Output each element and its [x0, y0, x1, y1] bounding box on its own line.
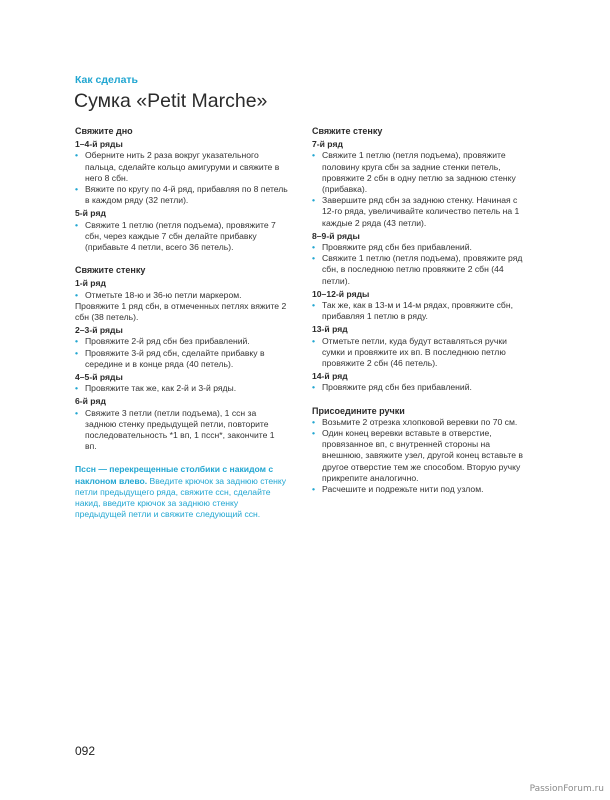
list-item	[75, 348, 288, 370]
row-subheading: 8–9-й ряды	[312, 230, 360, 241]
bullet-icon: •	[312, 150, 316, 161]
item-text: Так же, как в 13-м и 14-м рядах, провяжите сбн, прибавляя 1 петлю в ряду.	[322, 300, 513, 322]
item-text: Провяжите 2-й ряд сбн без прибавлений.	[85, 336, 250, 347]
list-item	[312, 484, 525, 495]
row-subheading: 1-й ряд	[75, 278, 106, 289]
bullet-icon: •	[312, 428, 316, 439]
section-bottom	[75, 126, 288, 253]
list-item	[75, 383, 288, 394]
list-item	[75, 290, 288, 301]
item-text: Провяжите 3-й ряд сбн, сделайте прибавку в середине и в конце ряда (40 петель).	[85, 347, 265, 369]
row-subheading: 7-й ряд	[312, 139, 343, 150]
row-subheading: 6-й ряд	[75, 396, 106, 407]
page-title: Сумка «Petit Marche»	[74, 90, 268, 112]
bullet-icon: •	[75, 347, 79, 358]
list-item	[312, 300, 525, 322]
list-item	[312, 336, 525, 370]
note-bold: Пссн — перекрещенные столбики с накидом с наклоном влево.	[75, 464, 274, 486]
bullet-list	[312, 382, 525, 393]
section-wall	[75, 265, 288, 452]
section-handles	[312, 406, 525, 496]
list-item	[75, 336, 288, 347]
right-column	[312, 126, 525, 507]
item-text: Один конец веревки вставьте в отверстие, провязанное вп, с внутренней стороны на внешнюю, завяжите узел, другой конец вставьте в другое отверстие тем же способом. Вторую ручку прикрепите аналогично.	[322, 428, 523, 483]
page-number: 092	[75, 744, 96, 758]
list-item	[75, 220, 288, 254]
bullet-list	[75, 408, 288, 453]
bullet-list	[312, 417, 525, 495]
kicker: Как сделать	[75, 74, 138, 86]
item-text: Расчешите и подрежьте нити под узлом.	[322, 484, 484, 495]
item-text: Провяжите так же, как 2-й и 3-й ряды.	[85, 383, 237, 394]
section-heading: Свяжите дно	[75, 126, 133, 136]
note-text: Введите крючок за заднюю стенку петли предыдущего ряда, свяжите ссн, сделайте накид, введите крючок за заднюю стенку предыдущей петли и свяжите следующий ссн.	[75, 475, 287, 520]
bullet-icon: •	[312, 484, 316, 495]
list-item	[312, 195, 525, 229]
bullet-list	[75, 290, 288, 301]
row-subheading: 1–4-й ряды	[75, 139, 123, 150]
left-column	[75, 126, 288, 521]
list-item	[312, 150, 525, 195]
section-heading: Свяжите стенку	[312, 126, 383, 136]
item-text: Свяжите 1 петлю (петля подъема), провяжите ряд сбн, в последнюю петлю провяжите 2 сбн (44 петли).	[322, 253, 523, 286]
bullet-icon: •	[312, 242, 316, 253]
bullet-icon: •	[75, 407, 79, 418]
bullet-list	[312, 150, 525, 228]
row-subheading: 4–5-й ряды	[75, 372, 123, 383]
item-text: Провяжите ряд сбн без прибавлений.	[322, 382, 472, 393]
item-text: Свяжите 3 петли (петли подъема), 1 ссн за заднюю стенку предыдущей петли, повторите последовательность *1 вп, 1 пссн*, закончите 1 вп.	[85, 407, 275, 452]
list-item	[312, 242, 525, 253]
item-text: Завершите ряд сбн за заднюю стенку. Начиная с 12-го ряда, увеличивайте количество петель на 1 каждые 2 ряда (43 петли).	[322, 195, 520, 228]
paragraph: Провяжите 1 ряд сбн, в отмеченных петлях вяжите 2 сбн (38 петель).	[75, 300, 287, 323]
bullet-list	[75, 336, 288, 370]
row-subheading: 13-й ряд	[312, 324, 348, 335]
bullet-icon: •	[75, 184, 79, 195]
bullet-icon: •	[75, 383, 79, 394]
item-text: Свяжите 1 петлю (петля подъема), провяжите 7 сбн, через каждые 7 сбн делайте прибавку (прибавьте 4 петли, всего 36 петель).	[85, 219, 276, 253]
bullet-icon: •	[312, 195, 316, 206]
item-text: Возьмите 2 отрезка хлопковой веревки по 70 см.	[322, 416, 518, 427]
row-subheading: 2–3-й ряды	[75, 325, 123, 336]
section-heading: Присоедините ручки	[312, 405, 405, 416]
bullet-list	[312, 300, 525, 322]
bullet-icon: •	[312, 300, 316, 311]
list-item	[75, 184, 288, 206]
list-item	[312, 253, 525, 287]
bullet-list	[312, 242, 525, 287]
note-box	[75, 464, 288, 520]
item-text: Оберните нить 2 раза вокруг указательного пальца, сделайте кольцо амигуруми и свяжите в него 8 сбн.	[85, 150, 280, 183]
row-subheading: 14-й ряд	[312, 371, 348, 382]
bullet-list	[312, 336, 525, 370]
bullet-icon: •	[75, 336, 79, 347]
bullet-list	[75, 383, 288, 394]
bullet-icon: •	[75, 219, 79, 230]
item-text: Отметьте 18-ю и 36-ю петли маркером.	[85, 289, 242, 300]
bullet-icon: •	[312, 335, 316, 346]
row-subheading: 10–12-й ряды	[312, 288, 370, 299]
bullet-list	[75, 150, 288, 206]
section-wall-continued	[312, 126, 525, 394]
bullet-list	[75, 220, 288, 254]
item-text: Отметьте петли, куда будут вставляться ручки сумки и провяжите их вп. В последнюю петлю провяжите 2 сбн (46 петель).	[322, 335, 507, 369]
item-text: Вяжите по кругу по 4-й ряд, прибавляя по 8 петель в каждом ряду (32 петли).	[85, 184, 288, 206]
bullet-icon: •	[75, 289, 79, 300]
item-text: Провяжите ряд сбн без прибавлений.	[322, 242, 472, 253]
item-text: Свяжите 1 петлю (петля подъема), провяжите половину круга сбн за задние стенки петель, провяжите 2 сбн в одну петлю за заднюю стенку (прибавка).	[322, 150, 516, 195]
watermark: PassionForum.ru	[529, 784, 604, 794]
bullet-icon: •	[312, 382, 316, 393]
bullet-icon: •	[312, 253, 316, 264]
section-heading: Свяжите стенку	[75, 265, 146, 276]
list-item	[75, 150, 288, 184]
bullet-icon: •	[312, 416, 316, 427]
list-item	[75, 408, 288, 453]
list-item	[312, 428, 525, 484]
list-item	[312, 382, 525, 393]
list-item	[312, 417, 525, 428]
row-subheading: 5-й ряд	[75, 208, 106, 219]
bullet-icon: •	[75, 150, 79, 161]
